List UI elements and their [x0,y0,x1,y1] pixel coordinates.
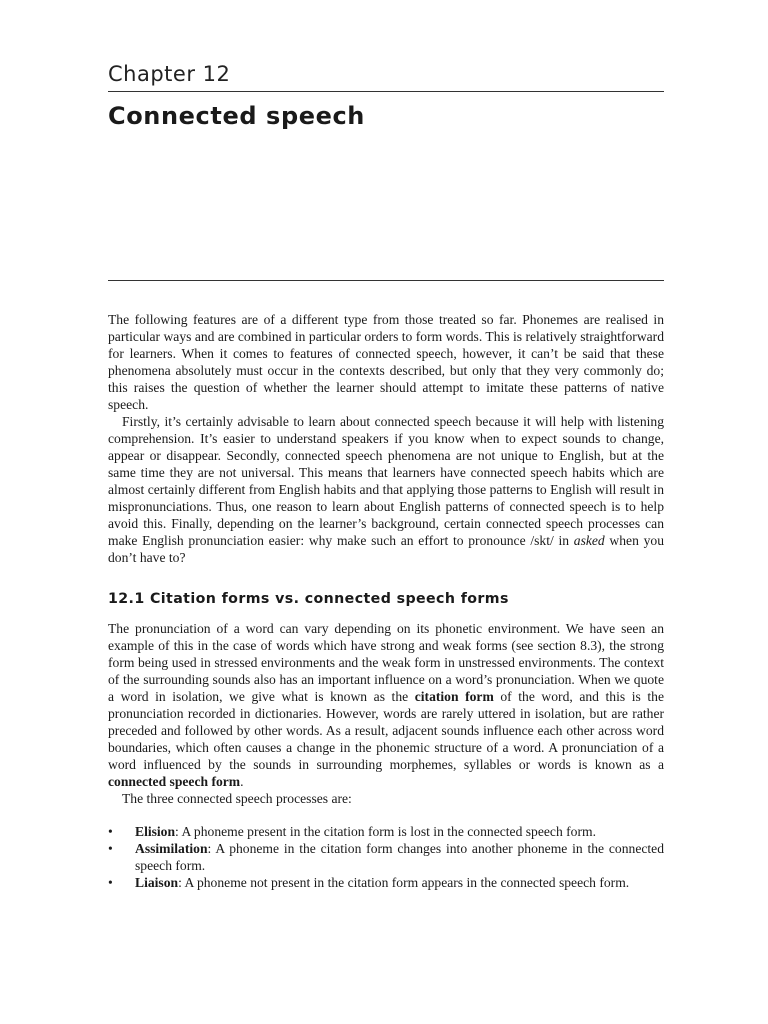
intro-paragraph-2 [108,413,664,566]
section-p1-e: . [240,774,244,789]
bullet-marker: • [108,841,113,856]
term-citation-form: citation form [414,689,494,704]
list-item [108,823,664,840]
section-divider-rule [108,280,664,281]
chapter-title: Connected speech [108,102,365,130]
section-paragraph-2: The three connected speech processes are: [122,791,352,806]
intro-p2-text: Firstly, it’s certainly advisable to learn about connected speech because it will help with listening comprehension. It’s easier to understand speakers if you know when to expect sounds to change, appear or disappear. Secondly, connected speech phenomena are not unique to English, but at the same time they are not universal. This means that learners have connected speech habits which are almost certainly different from English habits and that applying those patterns to English will result in mispronunciations. Thus, one reason to learn about English patterns of connected speech is to help avoid this. Finally, depending on the learner’s background, certain connected speech processes can make English pronunciation easier: why make such an effort to pronounce /skt/ in [108,414,664,548]
chapter-label: Chapter 12 [108,62,231,86]
section-heading: 12.1 Citation forms vs. connected speech forms [108,591,509,607]
bullet-marker: • [108,875,113,890]
list-item-term: Elision [135,824,176,839]
term-connected-speech-form: connected speech form [108,774,241,789]
list-item-text: : A phoneme present in the citation form is lost in the connected speech form. [175,824,596,839]
section-p1-a: The pronunciation of a word can vary depending on its phonetic environment. We have seen an example of this in the case of words which have strong and weak forms (see section 8.3), the strong form being used in stressed environments and the weak form in unstressed environments. The context of the surrounding sounds also has an important influence on a word’s pronunciation. When we quote a word in isolation, we give what is known as the [108,621,664,704]
intro-paragraph-1: The following features are of a different type from those treated so far. Phonemes are realised in particular ways and are combined in particular orders to form words. This is relatively straightforward for learners. When it comes to features of connected speech, however, it can’t be said that these phenomena absolutely must occur in the contexts described, but only that they very commonly do; this raises the question of whether the learner should attempt to imitate these patterns of native speech. [108,312,664,412]
list-item [108,874,664,891]
list-item-term: Liaison [135,875,179,890]
list-item-text: : A phoneme not present in the citation form appears in the connected speech form. [178,875,630,890]
top-rule [108,91,664,92]
list-item-term: Assimilation [135,841,208,856]
list-item-text: : A phoneme in the citation form changes into another phoneme in the connected speech form. [135,841,664,873]
section-paragraph-1 [108,620,664,790]
list-item [108,840,664,874]
intro-p2-emphasis: asked [573,533,605,548]
intro-p2-end: when you don’t have to? [108,533,664,565]
process-list [108,823,664,891]
section-text [108,620,664,807]
bullet-marker: • [108,824,113,839]
intro-text [108,311,664,566]
section-p1-c: of the word, and this is the pronunciation recorded in dictionaries. However, words are rarely uttered in isolation, but are rather preceded and followed by other words. As a result, adjacent sounds influence each other across word boundaries, which often causes a change in the phonemic structure of a word. A pronunciation of a word influenced by the sounds in surrounding morphemes, syllables or words is known as a [108,689,664,772]
